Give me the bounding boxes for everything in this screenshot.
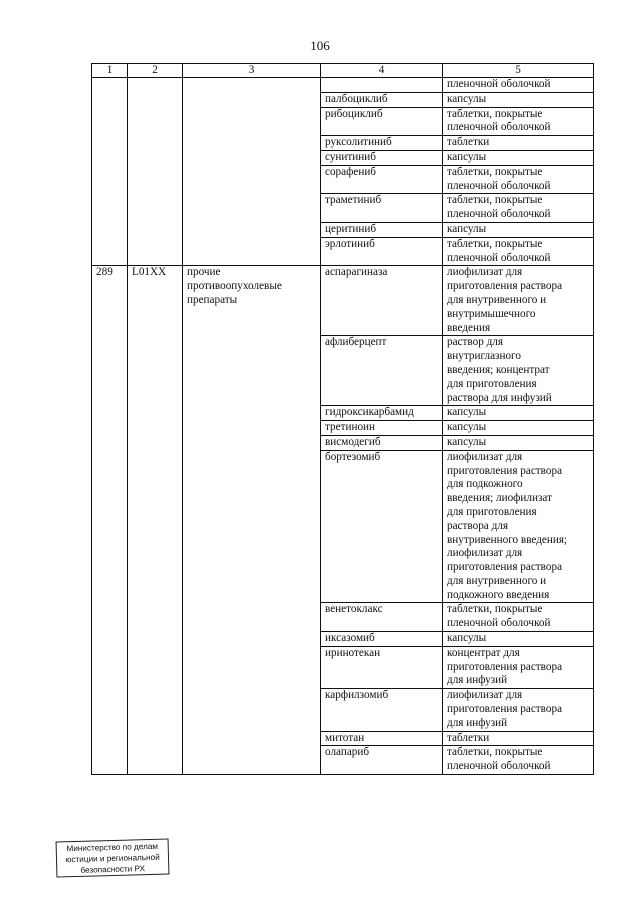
drug-name-cell: сорафениб [321, 165, 443, 194]
header-col-3: 3 [183, 64, 321, 78]
empty-cell [92, 78, 128, 266]
drug-name-cell: венетоклакс [321, 603, 443, 632]
dosage-form-cell: капсулы [443, 435, 594, 450]
header-col-1: 1 [92, 64, 128, 78]
drug-name-cell: третиноин [321, 421, 443, 436]
drug-name-cell [321, 78, 443, 93]
page-number: 106 [310, 38, 330, 53]
table-body [92, 78, 594, 775]
stamp-line: Министерство по делам [66, 841, 159, 854]
drug-name-cell: аспарагиназа [321, 266, 443, 336]
empty-cell [183, 78, 321, 266]
drug-name-cell: палбоциклиб [321, 92, 443, 107]
dosage-form-cell: таблетки, покрытые пленочной оболочкой [443, 107, 594, 136]
dosage-form-cell: капсулы [443, 632, 594, 647]
header-col-4: 4 [321, 64, 443, 78]
header-col-2: 2 [128, 64, 183, 78]
dosage-form-cell: лиофилизат для приготовления раствора для подкожного введения; лиофилизат для приготовления раствора для внутривенного введения; лиофилизат для приготовления раствора для внутривенного и подкожного введения [443, 450, 594, 603]
drug-name-cell: карфилзомиб [321, 689, 443, 731]
drug-name-cell: сунитиниб [321, 150, 443, 165]
dosage-form-cell: таблетки [443, 136, 594, 151]
stamp-line: безопасности РХ [80, 864, 146, 875]
dosage-form-cell: капсулы [443, 421, 594, 436]
dosage-form-cell: концентрат для приготовления раствора для инфузий [443, 646, 594, 688]
dosage-form-cell: капсулы [443, 406, 594, 421]
dosage-form-cell: таблетки, покрытые пленочной оболочкой [443, 165, 594, 194]
dosage-form-cell: капсулы [443, 150, 594, 165]
drug-name-cell: церитиниб [321, 222, 443, 237]
dosage-form-cell: раствор для внутриглазного введения; концентрат для приготовления раствора для инфузий [443, 336, 594, 406]
drug-name-cell: висмодегиб [321, 435, 443, 450]
drug-name-cell: иринотекан [321, 646, 443, 688]
drug-name-cell: руксолитиниб [321, 136, 443, 151]
dosage-form-cell: лиофилизат для приготовления раствора для внутривенного и внутримышечного введения [443, 266, 594, 336]
table-row [92, 266, 594, 336]
dosage-form-cell: таблетки, покрытые пленочной оболочкой [443, 746, 594, 775]
ministry-stamp [56, 839, 170, 878]
drug-table [91, 63, 594, 775]
drug-name-cell: афлиберцепт [321, 336, 443, 406]
dosage-form-cell: капсулы [443, 92, 594, 107]
dosage-form-cell: лиофилизат для приготовления раствора для инфузий [443, 689, 594, 731]
dosage-form-cell: пленочной оболочкой [443, 78, 594, 93]
drug-name-cell: иксазомиб [321, 632, 443, 647]
dosage-form-cell: таблетки [443, 731, 594, 746]
drug-name-cell: рибоциклиб [321, 107, 443, 136]
atc-code-cell: L01XX [128, 266, 183, 775]
group-number-cell: 289 [92, 266, 128, 775]
drug-name-cell: траметиниб [321, 194, 443, 223]
stamp-line: юстиции и региональной [65, 852, 160, 865]
drug-name-cell: эрлотиниб [321, 237, 443, 266]
drug-name-cell: олапариб [321, 746, 443, 775]
drug-name-cell: митотан [321, 731, 443, 746]
table-row [92, 78, 594, 93]
header-col-5: 5 [443, 64, 594, 78]
dosage-form-cell: таблетки, покрытые пленочной оболочкой [443, 603, 594, 632]
drug-name-cell: бортезомиб [321, 450, 443, 603]
drug-name-cell: гидроксикарбамид [321, 406, 443, 421]
dosage-form-cell: капсулы [443, 222, 594, 237]
dosage-form-cell: таблетки, покрытые пленочной оболочкой [443, 194, 594, 223]
header-row [92, 64, 594, 78]
dosage-form-cell: таблетки, покрытые пленочной оболочкой [443, 237, 594, 266]
empty-cell [128, 78, 183, 266]
group-title-cell: прочие противоопухолевые препараты [183, 266, 321, 775]
